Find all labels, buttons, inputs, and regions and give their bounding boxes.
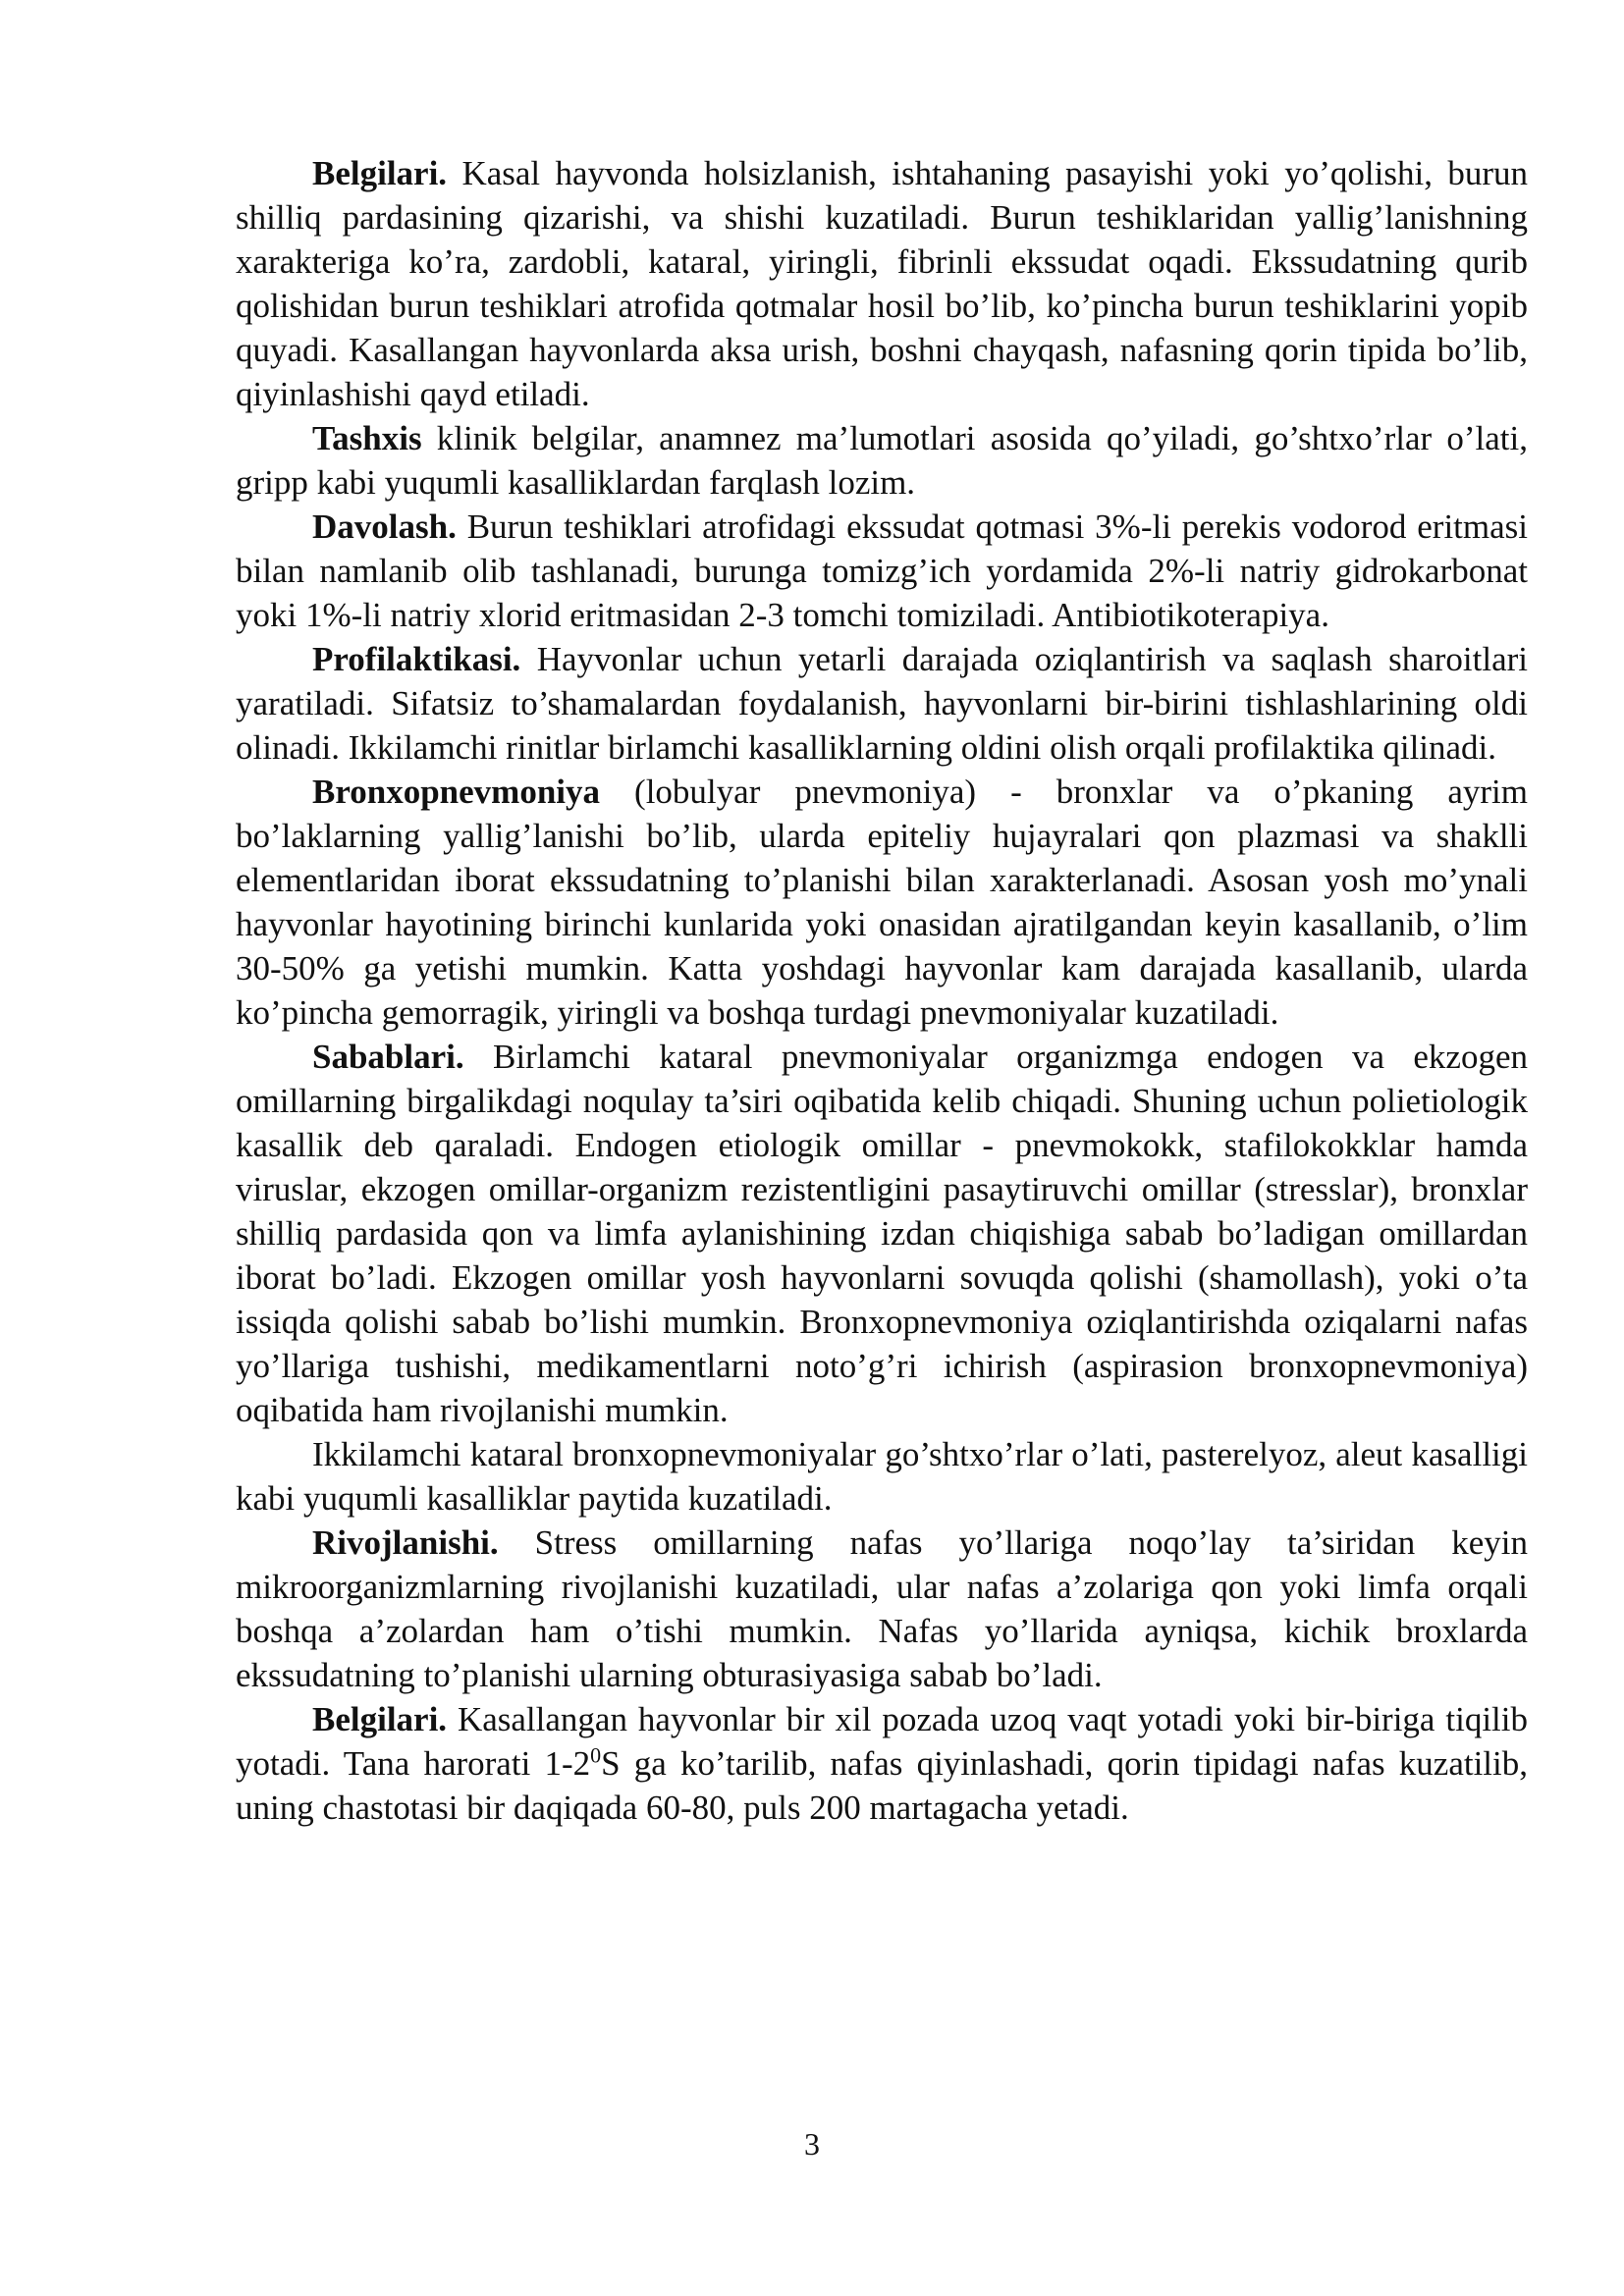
paragraph-text: Kasallangan hayvonlar bir xil pozada uzoq vaqt yotadi yoki bir-biriga tiqilib yotadi. Tana harorati 1-2 — [236, 1700, 1528, 1783]
paragraph-heading: Bronxopnevmoniya — [312, 773, 601, 811]
paragraph-heading: Tashxis — [312, 419, 422, 457]
paragraph-sabablari — [236, 1035, 1528, 1432]
page-body — [236, 151, 1528, 1830]
paragraph-davolash — [236, 505, 1528, 637]
superscript-degree: 0 — [590, 1742, 602, 1768]
paragraph-text: Hayvonlar uchun yetarli darajada oziqlantirish va saqlash sharoitlari yaratiladi. Sifatsiz to’shamalardan foydalanish, hayvonlarni bir-birini tishlashlarining oldi olinadi. Ikkilamchi rinitlar birlamchi kasalliklarning oldini olish orqali profilaktika qilinadi. — [236, 640, 1528, 767]
paragraph-belgilari — [236, 151, 1528, 416]
paragraph-text: (lobulyar pnevmoniya) - bronxlar va o’pkaning ayrim bo’laklarning yallig’lanishi bo’lib, ularda epiteliy hujayralari qon plazmasi va shaklli elementlaridan iborat ekssudatning to’planishi bilan xarakterlanadi. Asosan yosh mo’ynali hayvonlar hayotining birinchi kunlarida yoki onasidan ajratilgandan keyin kasallanib, o’lim 30-50% ga yetishi mumkin. Katta yoshdagi hayvonlar kam darajada kasallanib, ularda ko’pincha gemorragik, yiringli va boshqa turdagi pnevmoniyalar kuzatiladi. — [236, 773, 1528, 1032]
paragraph-heading: Davolash. — [312, 507, 457, 546]
paragraph-rivojlanishi — [236, 1521, 1528, 1697]
paragraph-profilaktikasi — [236, 637, 1528, 770]
paragraph-text: Ikkilamchi kataral bronxopnevmoniyalar go’shtxo’rlar o’lati, pasterelyoz, aleut kasalligi kabi yuqumli kasalliklar paytida kuzatiladi. — [236, 1435, 1528, 1518]
paragraph-text: S ga ko’tarilib, nafas qiyinlashadi, qorin tipidagi nafas kuzatilib, uning chastotasi bir daqiqada 60-80, puls 200 martagacha yetadi. — [236, 1744, 1528, 1827]
paragraph-text: klinik belgilar, anamnez ma’lumotlari asosida qo’yiladi, go’shtxo’rlar o’lati, gripp kabi yuqumli kasalliklardan farqlash lozim. — [236, 419, 1528, 502]
paragraph-heading: Belgilari. — [312, 1700, 448, 1738]
paragraph-heading: Belgilari. — [312, 154, 448, 192]
paragraph-heading: Profilaktikasi. — [312, 640, 521, 678]
paragraph-text: Kasal hayvonda holsizlanish, ishtahaning pasayishi yoki yo’qolishi, burun shilliq pardasining qizarishi, va shishi kuzatiladi. Burun teshiklaridan yallig’lanishning xarakteriga ko’ra, zardobli, kataral, yiringli, fibrinli ekssudat oqadi. Ekssudatning qurib qolishidan burun teshiklari atrofida qotmalar hosil bo’lib, ko’pincha burun teshiklarini yopib quyadi. Kasallangan hayvonlarda aksa urish, boshni chayqash, nafasning qorin tipida bo’lib, qiyinlashishi qayd etiladi. — [236, 154, 1528, 413]
paragraph-bronxopnevmoniya — [236, 770, 1528, 1035]
paragraph-ikkilamchi — [236, 1432, 1528, 1521]
paragraph-text: Stress omillarning nafas yo’llariga noqo’lay ta’siridan keyin mikroorganizmlarning rivojlanishi kuzatiladi, ular nafas a’zolariga qon yoki limfa orqali boshqa a’zolardan ham o’tishi mumkin. Nafas yo’llarida ayniqsa, kichik broxlarda ekssudatning to’planishi ularning obturasiyasiga sabab bo’ladi. — [236, 1523, 1528, 1694]
page-number: 3 — [804, 2126, 820, 2162]
paragraph-text: Birlamchi kataral pnevmoniyalar organizmga endogen va ekzogen omillarning birgalikdagi noqulay ta’siri oqibatida kelib chiqadi. Shuning uchun polietiologik kasallik deb qaraladi. Endogen etiologik omillar - pnevmokokk, stafilokokklar hamda viruslar, ekzogen omillar-organizm rezistentligini pasaytiruvchi omillar (stresslar), bronxlar shilliq pardasida qon va limfa aylanishining izdan chiqishiga sabab bo’ladigan omillardan iborat bo’ladi. Ekzogen omillar yosh hayvonlarni sovuqda qolishi (shamollash), yoki o’ta issiqda qolishi sabab bo’lishi mumkin. Bronxopnevmoniya oziqlantirishda oziqalarni nafas yo’llariga tushishi, medikamentlarni noto’g’ri ichirish (aspirasion bronxopnevmoniya) oqibatida ham rivojlanishi mumkin. — [236, 1038, 1528, 1429]
paragraph-belgilari-2 — [236, 1697, 1528, 1830]
paragraph-tashxis — [236, 416, 1528, 505]
paragraph-heading: Rivojlanishi. — [312, 1523, 499, 1562]
paragraph-heading: Sabablari. — [312, 1038, 464, 1076]
paragraph-text: Burun teshiklari atrofidagi ekssudat qotmasi 3%-li perekis vodorod eritmasi bilan namlanib olib tashlanadi, burunga tomizg’ich yordamida 2%-li natriy gidrokarbonat yoki 1%-li natriy xlorid eritmasidan 2-3 tomchi tomiziladi. Antibiotikoterapiya. — [236, 507, 1528, 634]
